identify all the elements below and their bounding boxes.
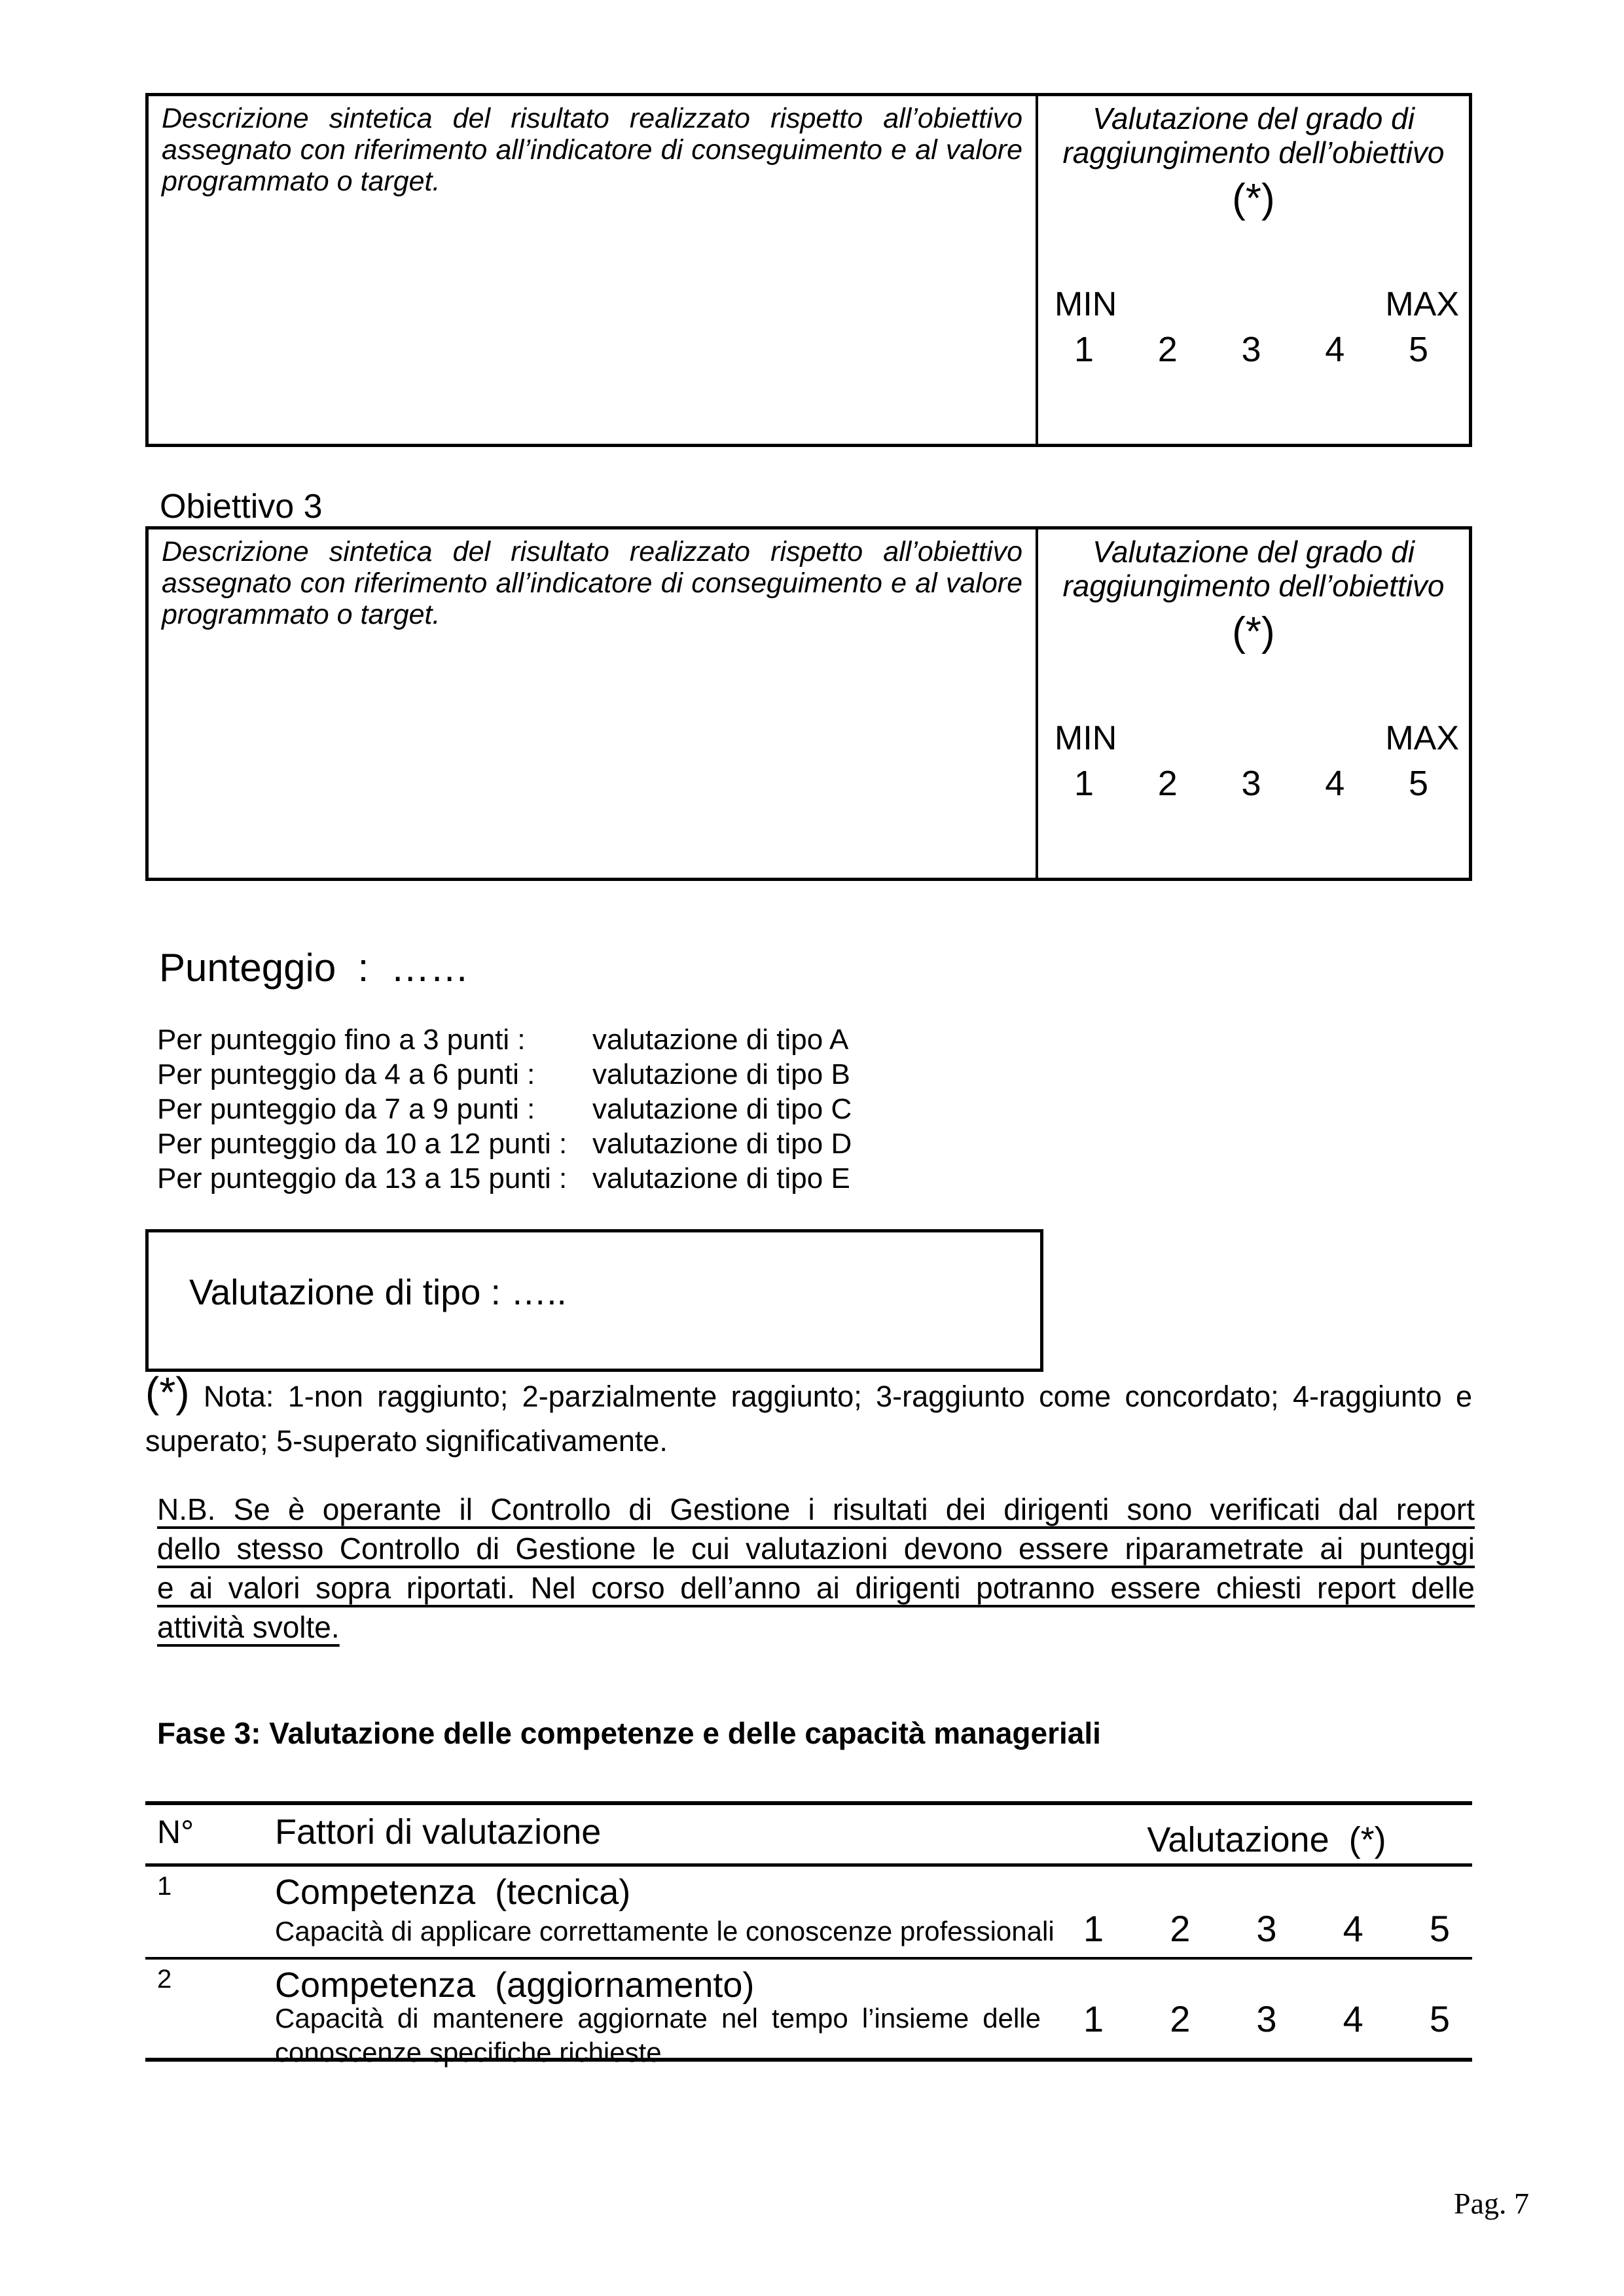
factors-table xyxy=(145,1801,1472,2068)
objective-box-continued xyxy=(145,93,1472,447)
asterisk-note xyxy=(145,1369,1472,1463)
rating-option-3[interactable]: 3 xyxy=(1256,1998,1277,2039)
rating-title-line: raggiungimento dell’obiettivo xyxy=(1062,135,1445,170)
rating-option-3[interactable]: 3 xyxy=(1256,1908,1277,1949)
rating-title-line: Valutazione del grado di xyxy=(1092,535,1415,569)
min-max-row xyxy=(1038,287,1469,322)
spacer xyxy=(1038,222,1469,287)
description-line: programmato o target. xyxy=(162,166,441,197)
score-mapping-row xyxy=(157,1092,852,1126)
rating-title-line: Valutazione del grado di xyxy=(1092,101,1415,135)
rating-option-5[interactable]: 5 xyxy=(1429,1908,1450,1949)
note-line: superato; 5-superato significativamente. xyxy=(145,1424,668,1458)
score-mapping-row xyxy=(157,1161,852,1196)
min-max-row xyxy=(1038,721,1469,756)
nb-paragraph xyxy=(157,1490,1475,1647)
score-range: Per punteggio da 10 a 12 punti : xyxy=(157,1128,568,1160)
row-number: 1 xyxy=(157,1872,172,1901)
factor-description xyxy=(275,2001,1041,2070)
rating-scale-row xyxy=(1038,331,1469,368)
rating-option-1[interactable]: 1 xyxy=(1074,764,1094,803)
objective-description-cell[interactable] xyxy=(149,96,1038,444)
objective-description-cell[interactable] xyxy=(149,529,1038,878)
rating-option-1[interactable]: 1 xyxy=(1074,330,1094,369)
description-line: assegnato con riferimento all’indicatore di conseguimento e al valore xyxy=(162,134,1022,166)
rating-option-2[interactable]: 2 xyxy=(1157,330,1178,369)
score-range: Per punteggio da 4 a 6 punti : xyxy=(157,1058,535,1090)
asterisk-note-symbol: (*) xyxy=(1232,176,1275,221)
asterisk-note-symbol: (*) xyxy=(1232,609,1275,655)
factor-description-line: conoscenze specifiche richieste xyxy=(275,2037,662,2068)
score-range: Per punteggio fino a 3 punti : xyxy=(157,1024,526,1056)
factor-description-line: Capacità di mantenere aggiornate nel tempo l’insieme delle xyxy=(275,2003,1041,2034)
score-mapping-row xyxy=(157,1022,852,1057)
col-header-number: N° xyxy=(157,1814,194,1850)
score-mapping-row xyxy=(157,1057,852,1092)
score-heading[interactable]: Punteggio : …… xyxy=(159,946,469,990)
rating-option-3[interactable]: 3 xyxy=(1241,330,1261,369)
nb-line: e ai valori sopra riportati. Nel corso dell’anno ai dirigenti potranno essere chiesti report delle xyxy=(157,1571,1475,1605)
description-line: assegnato con riferimento all’indicatore di conseguimento e al valore xyxy=(162,567,1022,599)
nb-line: attività svolte. xyxy=(157,1610,340,1644)
page-number: Pag. 7 xyxy=(1454,2187,1529,2220)
nb-line: N.B. Se è operante il Controllo di Gestione i risultati dei dirigenti sono verificati dal report xyxy=(157,1492,1475,1526)
col-header-rating: Valutazione (*) xyxy=(1147,1820,1386,1859)
score-result: valutazione di tipo D xyxy=(592,1128,852,1160)
min-label: MIN xyxy=(1055,719,1117,757)
description-line: programmato o target. xyxy=(162,599,441,630)
min-label: MIN xyxy=(1055,285,1117,323)
rating-option-4[interactable]: 4 xyxy=(1325,764,1345,803)
score-result: valutazione di tipo A xyxy=(592,1024,849,1056)
score-result: valutazione di tipo C xyxy=(592,1093,852,1125)
rating-option-4[interactable]: 4 xyxy=(1343,1908,1363,1949)
score-result: valutazione di tipo E xyxy=(592,1162,850,1194)
rating-scale-row xyxy=(1038,765,1469,802)
score-mapping-list xyxy=(157,1022,852,1196)
score-mapping-row xyxy=(157,1126,852,1161)
score-range: Per punteggio da 13 a 15 punti : xyxy=(157,1162,568,1194)
objective-rating-cell xyxy=(1038,96,1469,444)
max-label: MAX xyxy=(1385,719,1459,757)
factors-table-header xyxy=(145,1805,1472,1867)
type-rating-box[interactable] xyxy=(145,1229,1043,1372)
rating-option-2[interactable]: 2 xyxy=(1170,1908,1191,1949)
row-number: 2 xyxy=(157,1965,172,1994)
rating-option-3[interactable]: 3 xyxy=(1241,764,1261,803)
factor-description: Capacità di applicare correttamente le conoscenze professionali xyxy=(275,1916,1055,1946)
col-header-factors: Fattori di valutazione xyxy=(275,1812,602,1852)
rating-title-line: raggiungimento dell’obiettivo xyxy=(1062,569,1445,603)
description-line: Descrizione sintetica del risultato realizzato rispetto all’obiettivo xyxy=(162,536,1022,567)
table-row xyxy=(145,1960,1472,2068)
objective3-label: Obiettivo 3 xyxy=(160,488,323,526)
note-line xyxy=(145,1369,1472,1419)
fase3-heading: Fase 3: Valutazione delle competenze e delle capacità manageriali xyxy=(157,1716,1101,1750)
nb-line: dello stesso Controllo di Gestione le cui valutazioni devono essere riparametrate ai punteggi xyxy=(157,1532,1475,1566)
rating-option-2[interactable]: 2 xyxy=(1170,1998,1191,2039)
rating-title xyxy=(1038,101,1469,170)
rating-option-1[interactable]: 1 xyxy=(1083,1908,1104,1949)
type-rating-label: Valutazione di tipo : ….. xyxy=(189,1272,567,1312)
rating-option-5[interactable]: 5 xyxy=(1408,764,1428,803)
description-line: Descrizione sintetica del risultato realizzato rispetto all’obiettivo xyxy=(162,103,1022,134)
rating-option-5[interactable]: 5 xyxy=(1408,330,1428,369)
objective-rating-cell xyxy=(1038,529,1469,878)
factor-title: Competenza (aggiornamento) xyxy=(275,1965,755,2005)
rating-option-5[interactable]: 5 xyxy=(1429,1998,1450,2039)
max-label: MAX xyxy=(1385,285,1459,323)
score-result: valutazione di tipo B xyxy=(592,1058,850,1090)
rating-option-4[interactable]: 4 xyxy=(1325,330,1345,369)
rating-scale-row xyxy=(1083,1998,1450,2040)
rating-option-2[interactable]: 2 xyxy=(1157,764,1178,803)
table-row xyxy=(145,1867,1472,1960)
rating-option-4[interactable]: 4 xyxy=(1343,1998,1363,2039)
rating-scale-row xyxy=(1083,1907,1450,1950)
objective-box-3 xyxy=(145,526,1472,881)
spacer xyxy=(1038,655,1469,721)
asterisk-symbol: (*) xyxy=(145,1369,190,1416)
rating-title xyxy=(1038,535,1469,603)
rating-option-1[interactable]: 1 xyxy=(1083,1998,1104,2039)
score-range: Per punteggio da 7 a 9 punti : xyxy=(157,1093,535,1125)
factor-title: Competenza (tecnica) xyxy=(275,1873,631,1912)
note-text: Nota: 1-non raggiunto; 2-parzialmente raggiunto; 3-raggiunto come concordato; 4-raggiunto e xyxy=(203,1380,1472,1413)
